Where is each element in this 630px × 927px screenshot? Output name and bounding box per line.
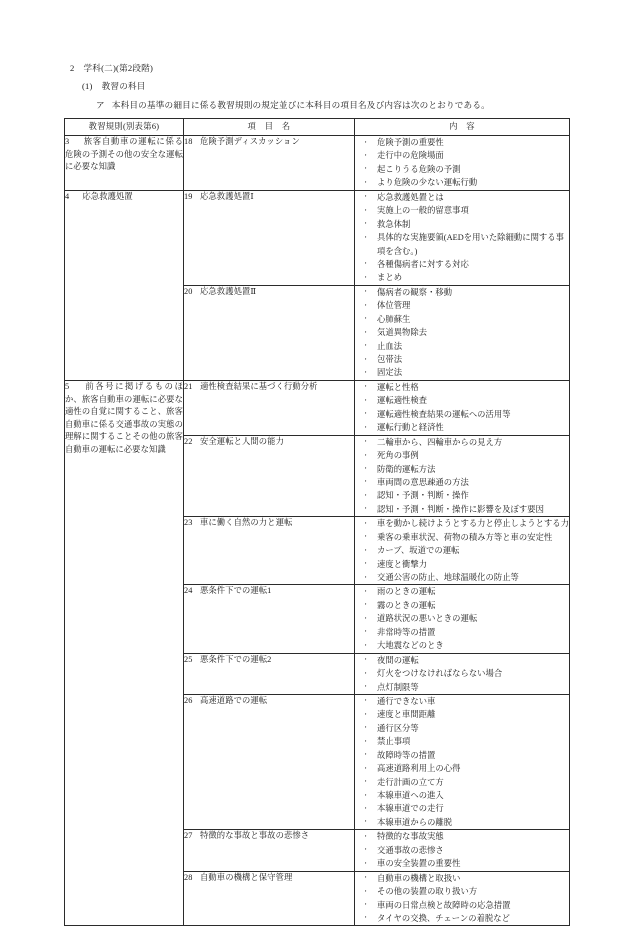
- content-cell: [355, 136, 570, 191]
- content-list-item: · 体位管理: [355, 299, 569, 312]
- content-list-item: · 非常時等の措置: [355, 626, 569, 639]
- content-list-item: · 本線車道への進入: [355, 789, 569, 802]
- item-number: 25: [184, 654, 193, 664]
- table-row: [65, 190, 570, 285]
- content-list: [355, 381, 569, 435]
- content-list-item: · まとめ: [355, 271, 569, 284]
- heading-level-3-text: 本科目の基準の細目に係る教習規則の規定並びに本科目の項目名及び内容は次のとおりである。: [111, 99, 490, 110]
- item-number: 19: [184, 191, 193, 201]
- content-list: [355, 191, 569, 285]
- content-list-item: · 危険予測の重要性: [355, 136, 569, 149]
- content-list: [355, 695, 569, 829]
- content-list-item: · 包帯法: [355, 353, 569, 366]
- table-header-row: [65, 119, 570, 136]
- item-name: 車に働く自然の力と運転: [200, 518, 293, 528]
- document-headings: [64, 62, 584, 112]
- content-list-item: · 認知・予測・判断・操作に影響を及ぼす要因: [355, 503, 569, 516]
- content-list-item: · 各種傷病者に対する対応: [355, 258, 569, 271]
- content-list-item: · 特徴的な事故実態: [355, 830, 569, 843]
- heading-level-2: [82, 80, 584, 93]
- content-list-item: · 車の安全装置の重要性: [355, 857, 569, 870]
- content-list-item: · 走行中の危険場面: [355, 149, 569, 162]
- content-list: [355, 585, 569, 652]
- item-name: 危険予測ディスカッション: [200, 137, 300, 147]
- regulation-cell: [65, 136, 184, 191]
- content-list-item: · 実施上の一般的留意事項: [355, 204, 569, 217]
- content-cell: [355, 517, 570, 585]
- regulation-text: 旅客自動車の運転に係る危険の予測その他の安全な運転に必要な知識: [65, 137, 183, 172]
- content-cell: [355, 871, 570, 926]
- table-row: [65, 136, 570, 191]
- content-list: [355, 872, 569, 926]
- item-number: 24: [184, 586, 193, 596]
- content-list: [355, 654, 569, 694]
- content-list-item: · 本線車道からの離脱: [355, 816, 569, 829]
- content-list-item: · 禁止事項: [355, 735, 569, 748]
- regulation-number: 3: [65, 137, 70, 147]
- heading-level-1-number: 2: [70, 63, 75, 73]
- item-number: 20: [184, 286, 193, 296]
- item-name: 特徴的な事故と事故の悲惨さ: [200, 831, 310, 841]
- item-name-cell: [184, 435, 355, 517]
- content-list-item: · 止血法: [355, 340, 569, 353]
- content-list-item: · 傷病者の観察・移動: [355, 286, 569, 299]
- regulation-number: 5: [65, 381, 70, 391]
- heading-level-1: [70, 62, 584, 75]
- content-cell: [355, 285, 570, 380]
- regulation-text: 前各号に掲げるものほか、旅客自動車の運転に必要な適性の自覚に関すること、旅客自動車に係る交通事故の実態の理解に関することその他の旅客自動車の運転に必要な知識: [65, 381, 183, 454]
- content-list-item: · 大地震などのとき: [355, 639, 569, 652]
- item-name-cell: [184, 830, 355, 871]
- content-list-item: · 死角の事例: [355, 449, 569, 462]
- curriculum-table: [64, 118, 570, 926]
- content-list-item: · 応急救護処置とは: [355, 191, 569, 204]
- regulation-text: 応急救護処置: [74, 191, 133, 201]
- content-list-item: · カーブ、坂道での運転: [355, 544, 569, 557]
- content-list: [355, 286, 569, 380]
- content-list-item: · 雨のときの運転: [355, 585, 569, 598]
- content-list-item: · 灯火をつけなければならない場合: [355, 667, 569, 680]
- item-name-cell: [184, 190, 355, 285]
- column-header-regulation: 教習規則(別表第6): [65, 119, 184, 136]
- content-list-item: · 故障時等の措置: [355, 749, 569, 762]
- item-name-cell: [184, 585, 355, 653]
- content-list-item: · 運転適性検査結果の運転への活用等: [355, 408, 569, 421]
- table-body: [65, 136, 570, 926]
- content-list-item: · 救急体制: [355, 218, 569, 231]
- item-name-cell: [184, 136, 355, 191]
- item-name-cell: [184, 653, 355, 694]
- item-name-cell: [184, 285, 355, 380]
- content-list-item: · 自動車の機構と取扱い: [355, 872, 569, 885]
- item-name-cell: [184, 517, 355, 585]
- content-list-item: · 具体的な実施要領(AEDを用いた除細動に関する事項を含む。): [355, 231, 569, 258]
- item-name-cell: [184, 694, 355, 829]
- content-cell: [355, 653, 570, 694]
- content-list-item: · 運転と性格: [355, 381, 569, 394]
- item-name: 応急救護処置Ⅱ: [200, 286, 257, 296]
- content-cell: [355, 435, 570, 517]
- item-name-cell: [184, 380, 355, 435]
- content-list: [355, 517, 569, 584]
- content-cell: [355, 585, 570, 653]
- content-list-item: · 防衛的運転方法: [355, 463, 569, 476]
- item-name: 悪条件下での運転2: [200, 654, 272, 664]
- content-list-item: · 運転適性検査: [355, 394, 569, 407]
- item-name: 適性検査結果に基づく行動分析: [200, 381, 318, 391]
- content-cell: [355, 694, 570, 829]
- item-number: 28: [184, 872, 193, 882]
- content-list-item: · より危険の少ない運転行動: [355, 176, 569, 189]
- table-header: [65, 119, 570, 136]
- content-list-item: · 速度と車間距離: [355, 708, 569, 721]
- item-number: 27: [184, 831, 193, 841]
- heading-level-3-number: ア: [96, 99, 105, 110]
- table-row: [65, 380, 570, 435]
- content-list-item: · 道路状況の悪いときの運転: [355, 612, 569, 625]
- heading-level-3: [96, 99, 584, 112]
- column-header-item-name: 項 目 名: [184, 119, 355, 136]
- content-list-item: · 霧のときの運転: [355, 599, 569, 612]
- content-list-item: · 車を動かし続けようとする力と停止しようとする力: [355, 517, 569, 530]
- content-list-item: · 通行できない車: [355, 695, 569, 708]
- item-name: 自動車の機構と保守管理: [200, 872, 293, 882]
- heading-level-1-text: 学科(二)(第2段階): [83, 63, 154, 73]
- content-cell: [355, 830, 570, 871]
- item-name: 悪条件下での運転1: [200, 586, 272, 596]
- content-list-item: · 起こりうる危険の予測: [355, 163, 569, 176]
- content-list-item: · タイヤの交換、チェーンの着脱など: [355, 912, 569, 925]
- content-list-item: · 交通公害の防止、地球温暖化の防止等: [355, 571, 569, 584]
- content-list: [355, 830, 569, 870]
- content-list-item: · 夜間の運転: [355, 654, 569, 667]
- item-number: 26: [184, 695, 193, 705]
- content-list-item: · 通行区分等: [355, 722, 569, 735]
- content-list: [355, 436, 569, 517]
- content-list-item: · 車両間の意思疎通の方法: [355, 476, 569, 489]
- content-list-item: · 走行計画の立て方: [355, 776, 569, 789]
- content-list-item: · 本線車道での走行: [355, 802, 569, 815]
- content-list-item: · 認知・予測・判断・操作: [355, 489, 569, 502]
- item-number: 18: [184, 137, 193, 147]
- item-name: 安全運転と人間の能力: [200, 436, 284, 446]
- content-list-item: · 固定法: [355, 366, 569, 379]
- regulation-cell: [65, 380, 184, 926]
- content-list: [355, 136, 569, 190]
- column-header-content: 内 容: [355, 119, 570, 136]
- item-number: 21: [184, 381, 193, 391]
- content-cell: [355, 380, 570, 435]
- heading-level-2-text: 教習の科目: [101, 81, 146, 92]
- content-list-item: · 速度と衝撃力: [355, 558, 569, 571]
- item-number: 22: [184, 436, 193, 446]
- content-list-item: · 乗客の乗車状況、荷物の積み方等と車の安定性: [355, 531, 569, 544]
- regulation-cell: [65, 190, 184, 380]
- content-list-item: · その他の装置の取り扱い方: [355, 885, 569, 898]
- regulation-number: 4: [65, 191, 70, 201]
- item-number: 23: [184, 518, 193, 528]
- content-list-item: · 交通事故の悲惨さ: [355, 844, 569, 857]
- content-list-item: · 気道異物除去: [355, 326, 569, 339]
- content-list-item: · 高速道路利用上の心得: [355, 762, 569, 775]
- content-list-item: · 点灯制限等: [355, 681, 569, 694]
- item-name: 応急救護処置Ⅰ: [200, 191, 254, 201]
- content-list-item: · 二輪車から、四輪車からの見え方: [355, 436, 569, 449]
- content-list-item: · 運転行動と経済性: [355, 421, 569, 434]
- heading-level-2-number: (1): [82, 81, 93, 92]
- content-list-item: · 心肺蘇生: [355, 313, 569, 326]
- content-list-item: · 車両の日常点検と故障時の応急措置: [355, 899, 569, 912]
- content-cell: [355, 190, 570, 285]
- item-name-cell: [184, 871, 355, 926]
- item-name: 高速道路での運転: [200, 695, 268, 705]
